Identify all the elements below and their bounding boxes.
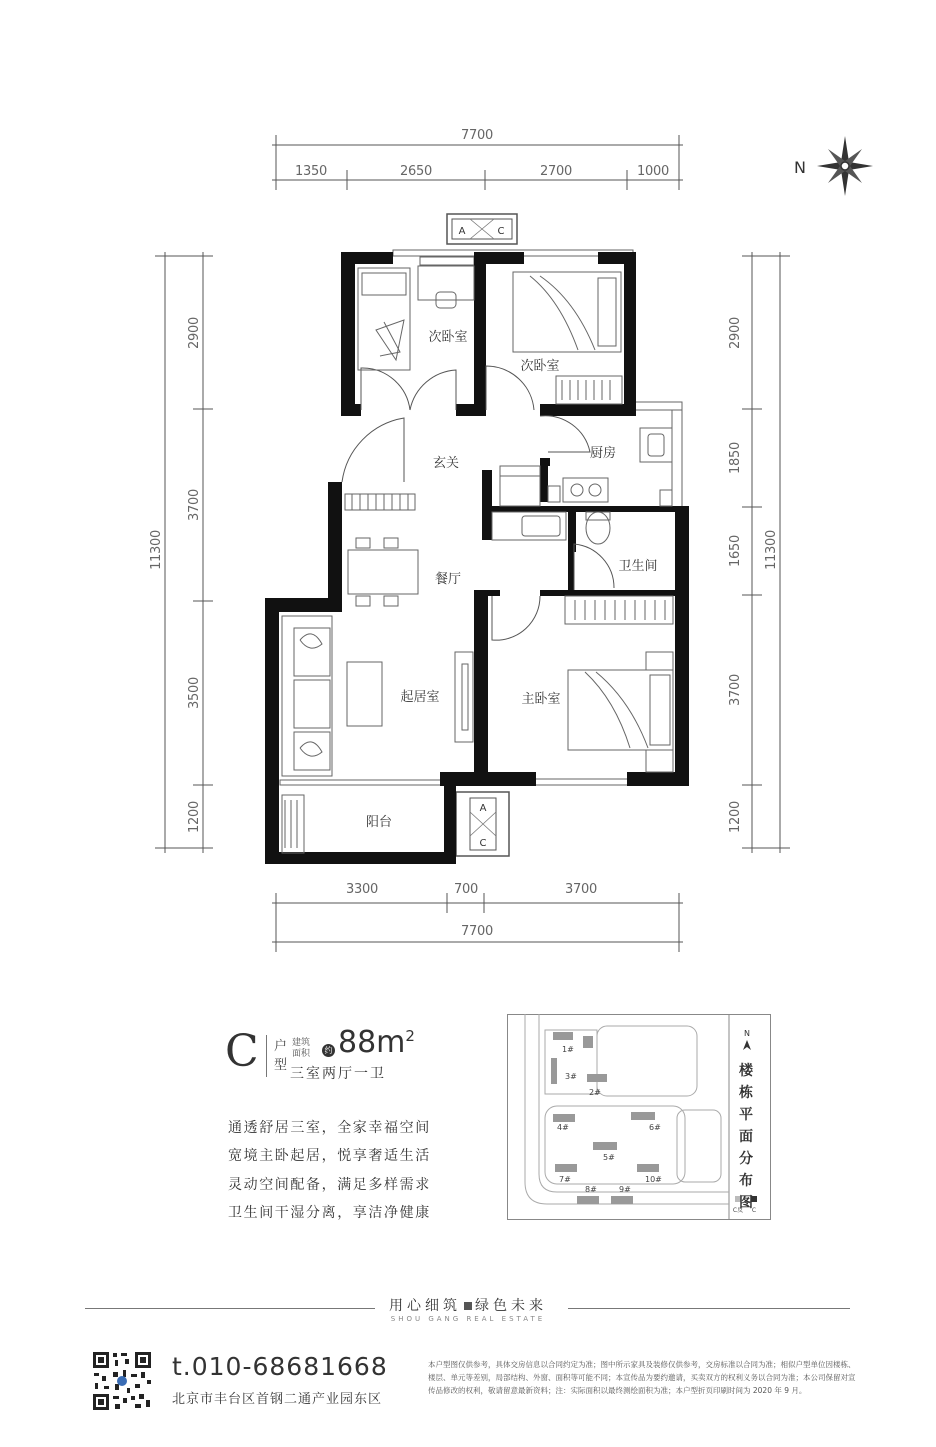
ac-bottom-a: A: [479, 803, 487, 814]
footer-slogan-1: 用心细筑: [389, 1298, 461, 1314]
room-label-foyer: 玄关: [432, 456, 460, 471]
slogan-1: 通透舒居三室，全家幸福空间: [228, 1120, 431, 1136]
room-label-master: 主卧室: [521, 692, 561, 707]
dim-bottom-seg-3: 3700: [565, 882, 597, 897]
slogan-4: 卫生间干湿分离，享洁净健康: [228, 1205, 431, 1221]
exterior-walls: [265, 252, 689, 864]
building-8: 8#: [585, 1185, 597, 1194]
building-5: 5#: [603, 1153, 615, 1162]
ac-top-c: C: [497, 226, 505, 237]
room-label-bedroom2a: 次卧室: [428, 330, 468, 345]
room-label-bedroom2b: 次卧室: [520, 359, 560, 374]
dim-left-seg-2: 3700: [187, 489, 202, 521]
unit-letter: C: [225, 1026, 259, 1077]
legend-label-2: C: [751, 1207, 757, 1214]
room-label-living: 起居室: [400, 690, 440, 705]
building-10: 10#: [645, 1175, 662, 1184]
compass-label: N: [794, 158, 806, 177]
dim-top-total: 7700: [461, 128, 493, 143]
footer-slogan: [0, 1295, 936, 1315]
dim-right-seg-2: 1850: [728, 442, 743, 474]
dim-right-seg-4: 3700: [728, 674, 743, 706]
approx-badge: 约: [322, 1044, 335, 1057]
legend-label-1: C反: [732, 1207, 744, 1214]
area-label-2: 面积: [292, 1049, 311, 1059]
area-label-1: 建筑: [292, 1038, 311, 1048]
room-label-dining: 餐厅: [434, 572, 462, 587]
dim-bottom-seg-2: 700: [454, 882, 478, 897]
dimension-top: [272, 135, 683, 190]
dim-right-total: 11300: [764, 530, 779, 570]
footer-subtitle: SHOU GANG REAL ESTATE: [390, 1315, 546, 1323]
area-sup: 2: [405, 1027, 415, 1045]
building-4: 4#: [557, 1123, 569, 1132]
dim-right-seg-1: 2900: [728, 317, 743, 349]
room-label-balcony: 阳台: [365, 815, 393, 830]
layout-text: 三室两厅一卫: [290, 1066, 386, 1082]
site-north-label: N: [744, 1029, 750, 1038]
building-7: 7#: [559, 1175, 571, 1184]
address: 北京市丰台区首钢二通产业园东区: [172, 1392, 383, 1407]
disclaimer: 本户型图仅供参考，具体交房信息以合同约定为准；图中所示家具及装修仅供参考，交房标准以合同为准；相似户型单位因楼栋、楼层、单元等差别，局部结构、外窗、面积等可能不同；本宣传品为要约邀请，买卖双方的权利义务以合同为准；本公司保留对宣传品修改的权利，敬请留意最新资料；注：实际面积以最终测绘面积为准；本户型折页印刷时间为 2020 年 9 月。: [428, 1360, 856, 1395]
dim-top-seg-2: 2650: [400, 164, 432, 179]
dim-bottom-total: 7700: [461, 924, 493, 939]
slogan-2: 宽境主卧起居，悦享奢适生活: [228, 1148, 431, 1164]
area-number: 88m: [338, 1025, 406, 1060]
unit-word-1: 户: [274, 1039, 288, 1054]
building-6: 6#: [649, 1123, 661, 1132]
building-9: 9#: [619, 1185, 631, 1194]
dim-left-total: 11300: [149, 530, 164, 570]
building-1: 1#: [562, 1045, 574, 1054]
unit-divider: [266, 1035, 267, 1077]
ac-bottom-c: C: [479, 838, 487, 849]
compass-icon: [817, 136, 873, 196]
footer-slogan-2: 绿色未来: [475, 1298, 547, 1314]
slogan-3: 灵动空间配备，满足多样需求: [228, 1177, 431, 1193]
dim-right-seg-3: 1650: [728, 535, 743, 567]
dim-top-seg-3: 2700: [540, 164, 572, 179]
phone-number[interactable]: t.010-68681668: [172, 1352, 388, 1381]
dim-top-seg-4: 1000: [637, 164, 669, 179]
ac-top-a: A: [458, 226, 466, 237]
room-label-bathroom: 卫生间: [618, 559, 658, 574]
site-map: [507, 1014, 771, 1220]
building-3: 3#: [565, 1072, 577, 1081]
dim-left-seg-1: 2900: [187, 317, 202, 349]
unit-word-2: 型: [274, 1058, 288, 1073]
ac-unit-top: [447, 214, 517, 244]
area-value: [338, 1025, 415, 1060]
room-label-kitchen: 厨房: [589, 446, 617, 461]
dim-bottom-seg-1: 3300: [346, 882, 378, 897]
slogan-mark-icon: [464, 1302, 472, 1310]
dim-left-seg-3: 3500: [187, 677, 202, 709]
building-2: 2#: [589, 1088, 601, 1097]
site-map-title: 楼栋平面分布图: [739, 1063, 753, 1211]
dim-left-seg-4: 1200: [187, 801, 202, 833]
interior-walls: [482, 458, 680, 596]
dimension-bottom: [272, 893, 683, 952]
dim-top-seg-1: 1350: [295, 164, 327, 179]
dim-right-seg-5: 1200: [728, 801, 743, 833]
qr-code-icon: [91, 1350, 153, 1412]
